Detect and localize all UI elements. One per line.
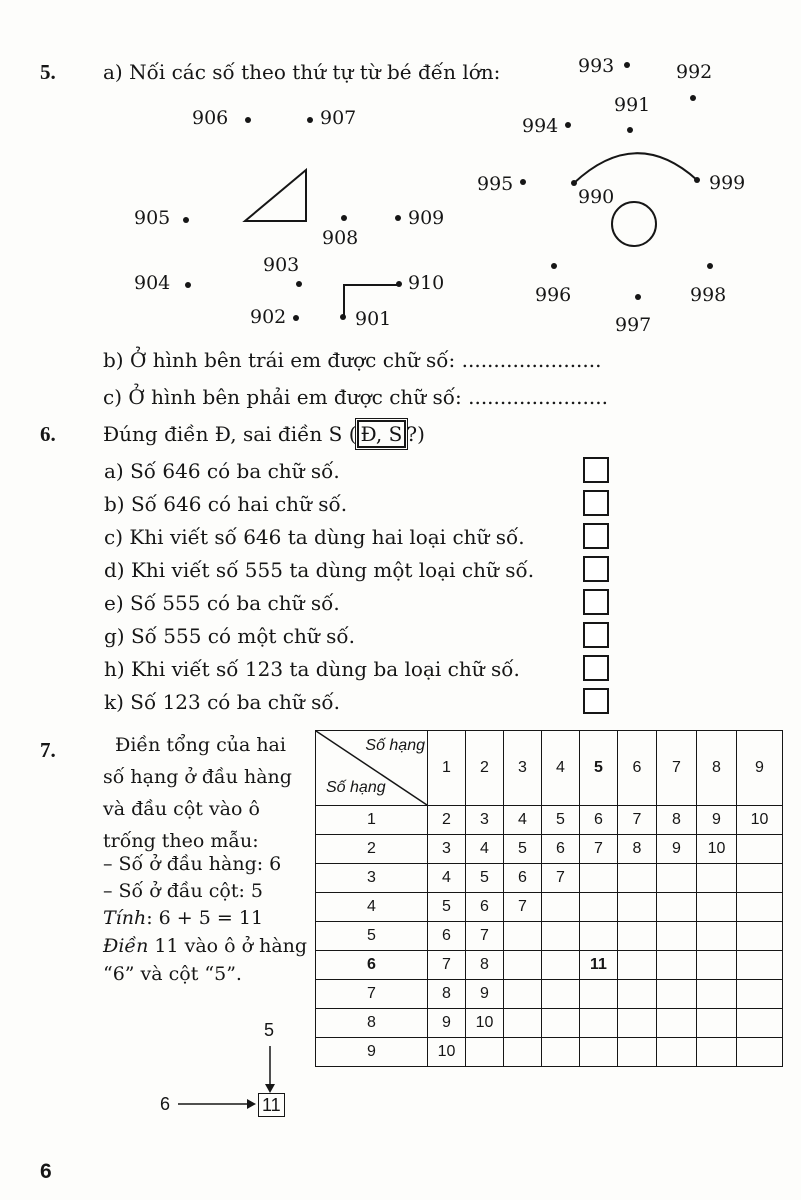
table-cell[interactable]: 4 — [466, 835, 504, 864]
table-row — [316, 864, 783, 893]
table-cell[interactable] — [737, 1009, 783, 1038]
table-cell[interactable]: 5 — [466, 864, 504, 893]
addition-table — [315, 730, 783, 1067]
ex7-line-2: số hạng ở đầu hàng — [103, 766, 292, 788]
label-910: 910 — [408, 272, 445, 294]
table-cell[interactable] — [697, 980, 737, 1009]
label-905: 905 — [134, 207, 171, 229]
dien-rest: 11 vào ô ở hàng — [148, 935, 308, 957]
table-cell[interactable] — [737, 951, 783, 980]
table-cell[interactable]: 5 — [504, 835, 542, 864]
table-cell[interactable] — [504, 922, 542, 951]
col-header-4: 4 — [542, 731, 580, 806]
table-cell[interactable]: 4 — [428, 864, 466, 893]
table-cell[interactable]: 8 — [618, 835, 657, 864]
col-header-1: 1 — [428, 731, 466, 806]
table-cell[interactable]: 9 — [657, 835, 697, 864]
row-header: 3 — [316, 864, 428, 893]
label-996: 996 — [535, 284, 572, 306]
example-top-number: 5 — [264, 1020, 275, 1040]
label-906: 906 — [192, 107, 229, 129]
table-cell[interactable]: 11 — [580, 951, 618, 980]
instruction-post: ?) — [406, 422, 425, 446]
label-997: 997 — [615, 314, 652, 336]
table-cell[interactable]: 8 — [657, 806, 697, 835]
label-901: 901 — [355, 308, 392, 330]
instruction-pre: Đúng điền Đ, sai điền S ( — [103, 422, 357, 446]
table-cell[interactable]: 3 — [466, 806, 504, 835]
table-row — [316, 1038, 783, 1067]
table-cell[interactable] — [737, 1038, 783, 1067]
table-row — [316, 806, 783, 835]
label-990: 990 — [578, 186, 615, 208]
label-995: 995 — [477, 173, 514, 195]
table-cell[interactable]: 7 — [466, 922, 504, 951]
table-cell[interactable] — [542, 951, 580, 980]
col-header-7: 7 — [657, 731, 697, 806]
table-cell[interactable] — [504, 1009, 542, 1038]
table-cell[interactable] — [737, 980, 783, 1009]
col-header-9: 9 — [737, 731, 783, 806]
table-cell[interactable] — [504, 1038, 542, 1067]
row-header: 7 — [316, 980, 428, 1009]
statement-a: a) Số 646 có ba chữ số. — [104, 459, 340, 483]
table-cell[interactable] — [618, 864, 657, 893]
row-header: 1 — [316, 806, 428, 835]
table-header-row — [316, 731, 783, 806]
table-cell[interactable]: 6 — [504, 864, 542, 893]
table-cell[interactable] — [542, 1038, 580, 1067]
label-902: 902 — [250, 306, 287, 328]
statement-c: c) Khi viết số 646 ta dùng hai loại chữ số. — [104, 525, 525, 549]
col-header-2: 2 — [466, 731, 504, 806]
table-cell[interactable] — [542, 980, 580, 1009]
table-cell[interactable] — [580, 864, 618, 893]
label-994: 994 — [522, 115, 559, 137]
dien-label: Điền — [103, 935, 149, 957]
exercise-7-number: 7. — [40, 738, 56, 762]
label-999: 999 — [709, 172, 746, 194]
label-904: 904 — [134, 272, 171, 294]
table-cell[interactable] — [737, 893, 783, 922]
example-left-number: 6 — [160, 1094, 171, 1114]
table-row — [316, 980, 783, 1009]
col-header-6: 6 — [618, 731, 657, 806]
table-cell[interactable] — [580, 980, 618, 1009]
row-header: 2 — [316, 835, 428, 864]
table-cell[interactable] — [618, 1009, 657, 1038]
table-cell[interactable] — [697, 951, 737, 980]
label-991: 991 — [614, 94, 651, 116]
corner-top-label: Số hạng — [365, 737, 425, 754]
table-cell[interactable] — [466, 1038, 504, 1067]
table-cell[interactable] — [618, 951, 657, 980]
table-corner-cell — [316, 731, 428, 806]
table-cell[interactable]: 10 — [737, 806, 783, 835]
row-header: 6 — [316, 951, 428, 980]
answer-key-box: Đ, S — [357, 420, 407, 448]
table-cell[interactable]: 8 — [466, 951, 504, 980]
row-header: 9 — [316, 1038, 428, 1067]
table-cell[interactable]: 10 — [428, 1038, 466, 1067]
table-cell[interactable]: 5 — [428, 893, 466, 922]
ex7-line-5: – Số ở đầu hàng: 6 — [103, 853, 282, 875]
table-cell[interactable] — [657, 980, 697, 1009]
table-cell[interactable] — [580, 922, 618, 951]
statement-k: k) Số 123 có ba chữ số. — [104, 690, 340, 714]
table-cell[interactable] — [737, 922, 783, 951]
ex7-line-1: Điền tổng của hai — [115, 734, 286, 756]
table-cell[interactable]: 6 — [466, 893, 504, 922]
statement-b: b) Số 646 có hai chữ số. — [104, 492, 348, 516]
table-cell[interactable] — [657, 922, 697, 951]
exercise-5c-text: c) Ở hình bên phải em được chữ số: ...................... — [103, 385, 608, 409]
table-cell[interactable] — [618, 1038, 657, 1067]
table-cell[interactable]: 2 — [428, 806, 466, 835]
table-cell[interactable] — [618, 893, 657, 922]
table-row — [316, 893, 783, 922]
ex7-line-3: và đầu cột vào ô — [103, 798, 260, 820]
label-907: 907 — [320, 107, 357, 129]
col-header-3: 3 — [504, 731, 542, 806]
label-909: 909 — [408, 207, 445, 229]
table-cell[interactable] — [697, 1009, 737, 1038]
exercise-5a-text: a) Nối các số theo thứ tự từ bé đến lớn: — [103, 60, 501, 84]
table-cell[interactable]: 6 — [580, 806, 618, 835]
table-cell[interactable]: 9 — [697, 806, 737, 835]
label-903: 903 — [263, 254, 300, 276]
table-cell[interactable] — [737, 835, 783, 864]
statement-d: d) Khi viết số 555 ta dùng một loại chữ số. — [104, 558, 535, 582]
corner-bottom-label: Số hạng — [326, 779, 386, 796]
col-header-8: 8 — [697, 731, 737, 806]
table-cell[interactable]: 3 — [428, 835, 466, 864]
table-cell[interactable]: 10 — [466, 1009, 504, 1038]
table-cell[interactable] — [657, 951, 697, 980]
table-cell[interactable] — [542, 1009, 580, 1038]
table-cell[interactable] — [697, 893, 737, 922]
ex7-line-4: trống theo mẫu: — [103, 830, 259, 852]
page-number: 6 — [40, 1160, 52, 1183]
table-row — [316, 951, 783, 980]
row-header: 8 — [316, 1009, 428, 1038]
ex7-line-6: – Số ở đầu cột: 5 — [103, 880, 264, 902]
table-cell[interactable] — [697, 864, 737, 893]
table-cell[interactable] — [657, 1009, 697, 1038]
table-cell[interactable] — [580, 1038, 618, 1067]
statement-h: h) Khi viết số 123 ta dùng ba loại chữ số. — [104, 657, 520, 681]
table-cell[interactable]: 7 — [618, 806, 657, 835]
table-cell[interactable]: 4 — [504, 806, 542, 835]
table-cell[interactable]: 7 — [580, 835, 618, 864]
table-cell[interactable] — [542, 922, 580, 951]
label-998: 998 — [690, 284, 727, 306]
table-cell[interactable] — [580, 893, 618, 922]
table-cell[interactable] — [657, 893, 697, 922]
label-992: 992 — [676, 61, 713, 83]
table-cell[interactable] — [618, 922, 657, 951]
table-cell[interactable] — [697, 1038, 737, 1067]
table-row — [316, 1009, 783, 1038]
table-cell[interactable] — [618, 980, 657, 1009]
table-cell[interactable] — [580, 1009, 618, 1038]
table-cell[interactable]: 7 — [504, 893, 542, 922]
tinh-expression: : 6 + 5 = 11 — [146, 907, 264, 929]
table-cell[interactable] — [697, 922, 737, 951]
table-cell[interactable] — [504, 951, 542, 980]
row-header: 5 — [316, 922, 428, 951]
table-cell[interactable]: 7 — [542, 864, 580, 893]
table-cell[interactable] — [657, 864, 697, 893]
exercise-5b-text: b) Ở hình bên trái em được chữ số: ...................... — [103, 348, 602, 372]
exercise-6-number: 6. — [40, 422, 56, 446]
table-cell[interactable] — [542, 893, 580, 922]
table-cell[interactable] — [504, 980, 542, 1009]
ex7-last-line: “6” và cột “5”. — [103, 963, 242, 985]
table-cell[interactable]: 10 — [697, 835, 737, 864]
example-result-box: 11 — [258, 1093, 285, 1117]
tinh-label: Tính — [103, 907, 147, 929]
table-cell[interactable]: 6 — [542, 835, 580, 864]
table-cell[interactable]: 6 — [428, 922, 466, 951]
label-993: 993 — [578, 55, 615, 77]
table-cell[interactable]: 7 — [428, 951, 466, 980]
statement-g: g) Số 555 có một chữ số. — [104, 624, 355, 648]
table-cell[interactable] — [657, 1038, 697, 1067]
label-908: 908 — [322, 227, 359, 249]
table-cell[interactable]: 8 — [428, 980, 466, 1009]
exercise-5-number: 5. — [40, 60, 56, 84]
table-cell[interactable] — [737, 864, 783, 893]
table-row — [316, 835, 783, 864]
table-cell[interactable]: 5 — [542, 806, 580, 835]
table-row — [316, 922, 783, 951]
row-header: 4 — [316, 893, 428, 922]
statement-e: e) Số 555 có ba chữ số. — [104, 591, 340, 615]
table-cell[interactable]: 9 — [466, 980, 504, 1009]
col-header-5: 5 — [580, 731, 618, 806]
table-cell[interactable]: 9 — [428, 1009, 466, 1038]
